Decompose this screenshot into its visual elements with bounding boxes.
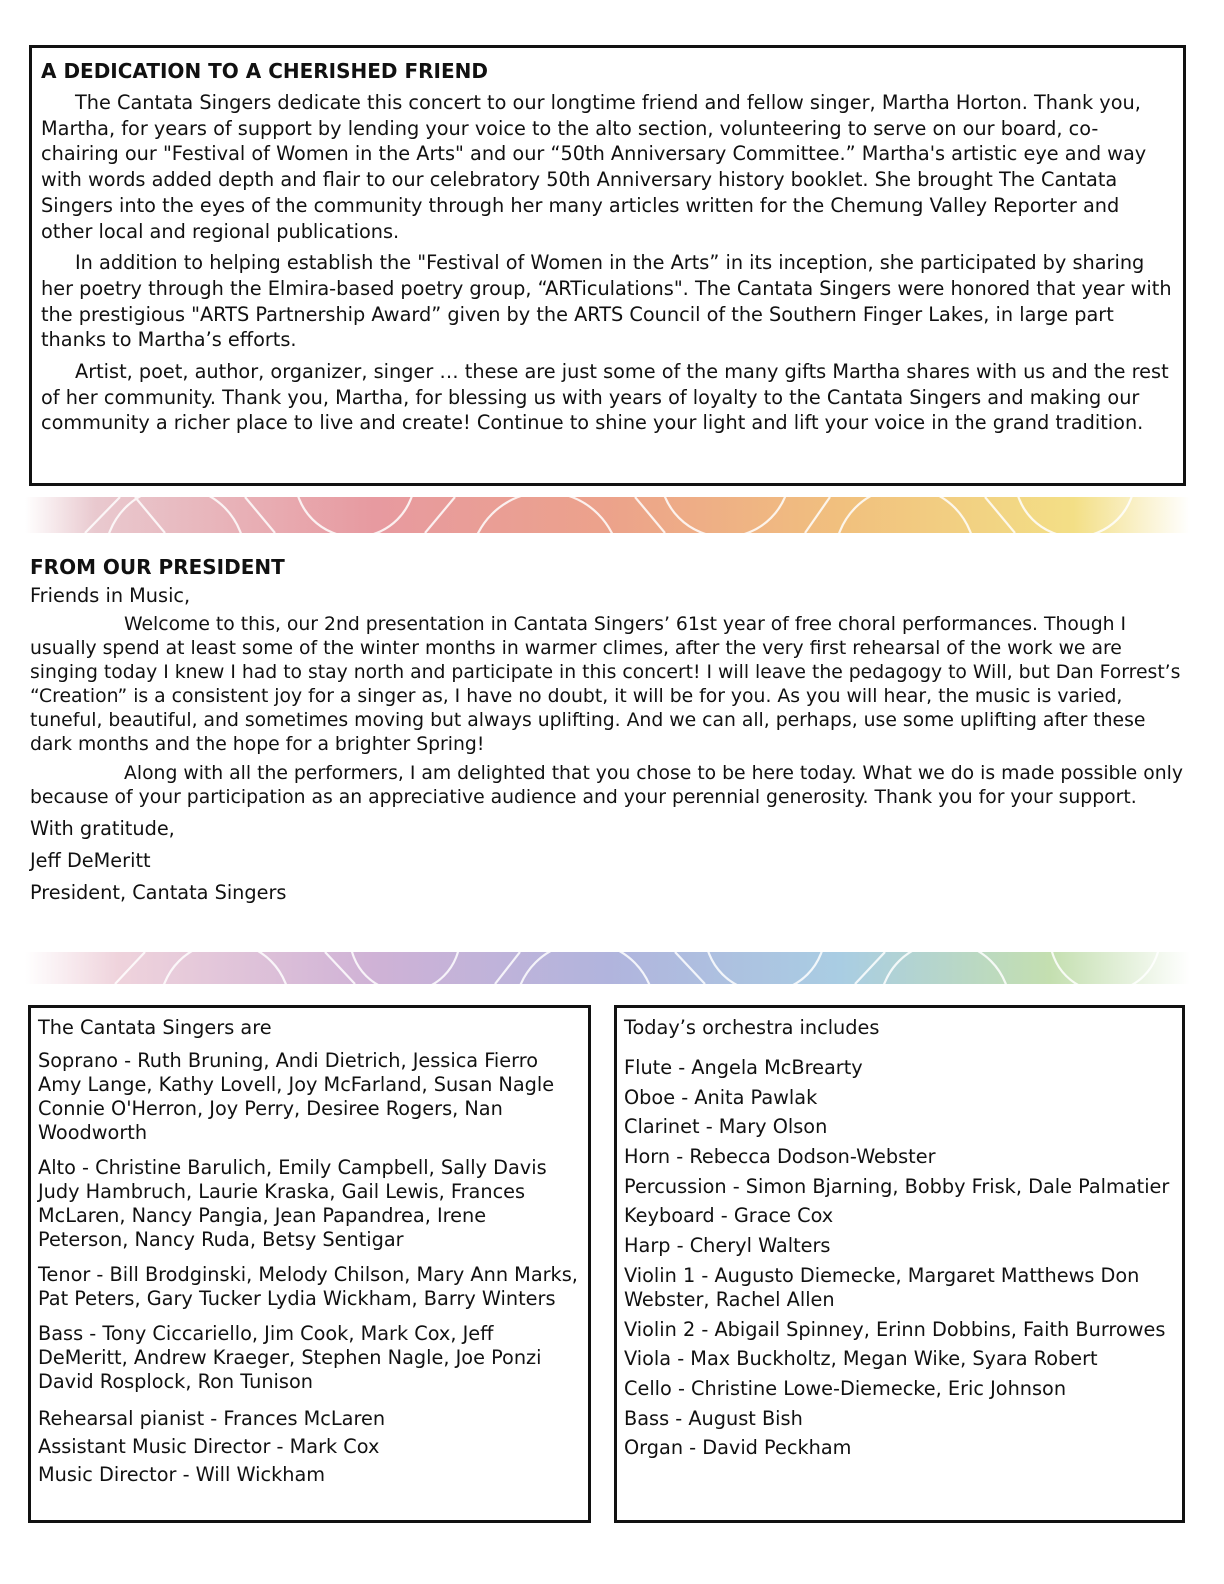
signature-name: Jeff DeMeritt [30,849,151,872]
orchestra-member: Bass - August Bish [624,1406,803,1430]
dedication-box [29,45,1186,486]
orchestra-member: Cello - Christine Lowe-Diemecke, Eric Johnson [624,1376,1067,1400]
president-heading: FROM OUR PRESIDENT [30,555,285,579]
orchestra-title: Today’s orchestra includes [624,1016,880,1039]
orchestra-member: Viola - Max Buckholtz, Megan Wike, Syara Robert [624,1347,1098,1371]
orchestra-member: Percussion - Simon Bjarning, Bobby Frisk, Dale Palmatier [624,1174,1170,1198]
watercolor-band-graphic [25,952,1190,984]
orchestra-member: Keyboard - Grace Cox [624,1204,834,1228]
orchestra-member: Harp - Cheryl Walters [624,1234,831,1258]
voice-section-alto: Alto - Christine Barulich, Emily Campbell, Sally Davis Judy Hambruch, Laurie Kraska, Gail Lewis, Frances McLaren, Nancy Pangia, Jean Papandrea, Irene Peterson, Nancy Ruda, Betsy Sentigar [38,1156,547,1251]
orchestra-member: Clarinet - Mary Olson [624,1115,828,1139]
orchestra-box [614,1005,1185,1523]
president-section [30,555,1190,905]
dedication-paragraph: In addition to helping establish the "Festival of Women in the Arts” in its inception, she participated by sharing her poetry through the Elmira-based poetry group, “ARTiculations". The Cantata Singers were honored that year with the prestigious "ARTS Partnership Award” given by the ARTS Council of the Southern Finger Lakes, in large part thanks to Martha’s efforts. [41,251,1172,352]
orchestra-member: Flute - Angela McBrearty [624,1056,863,1079]
decorative-band [25,497,1190,533]
singers-title: The Cantata Singers are [38,1016,272,1039]
staff-assistant-director: Assistant Music Director - Mark Cox [38,1435,380,1458]
staff-music-director: Music Director - Will Wickham [38,1463,326,1486]
voice-section-tenor: Tenor - Bill Brodginski, Melody Chilson, Mary Ann Marks, Pat Peters, Gary Tucker Lydia Wickham, Barry Winters [38,1263,578,1310]
orchestra-member: Violin 2 - Abigail Spinney, Erinn Dobbins, Faith Burrowes [624,1317,1166,1341]
salutation: Friends in Music, [30,584,191,607]
president-paragraph: Welcome to this, our 2nd presentation in Cantata Singers’ 61st year of free choral performances. Though I usually spend at least some of the winter months in warmer climes, after the very first rehearsal of the work we are singing today I knew I had to stay north and participate in this concert! I will leave the pedagogy to Will, but Dan Forrest’s “Creation” is a consistent joy for a singer as, I have no doubt, it will be for you. As you will hear, the music is varied, tuneful, beautiful, and sometimes moving but always uplifting. And we can all, perhaps, use some uplifting after these dark months and the hope for a brighter Spring! [30,614,1181,755]
orchestra-member: Violin 1 - Augusto Diemecke, Margaret Matthews Don Webster, Rachel Allen [624,1263,1140,1311]
signature-title: President, Cantata Singers [30,881,287,904]
decorative-band [25,952,1190,984]
president-paragraph: Along with all the performers, I am delighted that you chose to be here today. What we do is made possible only because of your participation as an appreciative audience and your perennial generosity. Thank you for your support. [30,763,1183,808]
dedication-paragraph: Artist, poet, author, organizer, singer … these are just some of the many gifts Martha shares with us and the rest of her community. Thank you, Martha, for blessing us with years of loyalty to the Cantata Singers and making our community a richer place to live and create! Continue to shine your light and lift your voice in the grand tradition. [41,360,1169,435]
voice-section-bass: Bass - Tony Ciccariello, Jim Cook, Mark Cox, Jeff DeMeritt, Andrew Kraeger, Stephen Nagle, Joe Ponzi David Rosplock, Ron Tunison [38,1322,542,1393]
voice-section-soprano: Soprano - Ruth Bruning, Andi Dietrich, Jessica Fierro Amy Lange, Kathy Lovell, Joy McFarland, Susan Nagle Connie O'Herron, Joy Perry, Desiree Rogers, Nan Woodworth [38,1049,555,1144]
dedication-paragraph: The Cantata Singers dedicate this concert to our longtime friend and fellow singer, Martha Horton. Thank you, Martha, for years of support by lending your voice to the alto section, volunteering to serve on our board, co-chairing our "Festival of Women in the Arts" and our “50th Anniversary Committee.” Martha's artistic eye and way with words added depth and flair to our celebratory 50th Anniversary history booklet. She brought The Cantata Singers into the eyes of the community through her many articles written for the Chemung Valley Reporter and other local and regional publications. [41,91,1147,243]
orchestra-member: Oboe - Anita Pawlak [624,1085,818,1109]
staff-rehearsal-pianist: Rehearsal pianist - Frances McLaren [38,1407,386,1430]
orchestra-member: Horn - Rebecca Dodson-Webster [624,1145,936,1169]
orchestra-member: Organ - David Peckham [624,1436,852,1460]
dedication-heading: A DEDICATION TO A CHERISHED FRIEND [41,59,488,83]
watercolor-band-graphic [25,497,1190,533]
singers-box [28,1005,591,1523]
closing: With gratitude, [30,817,175,840]
